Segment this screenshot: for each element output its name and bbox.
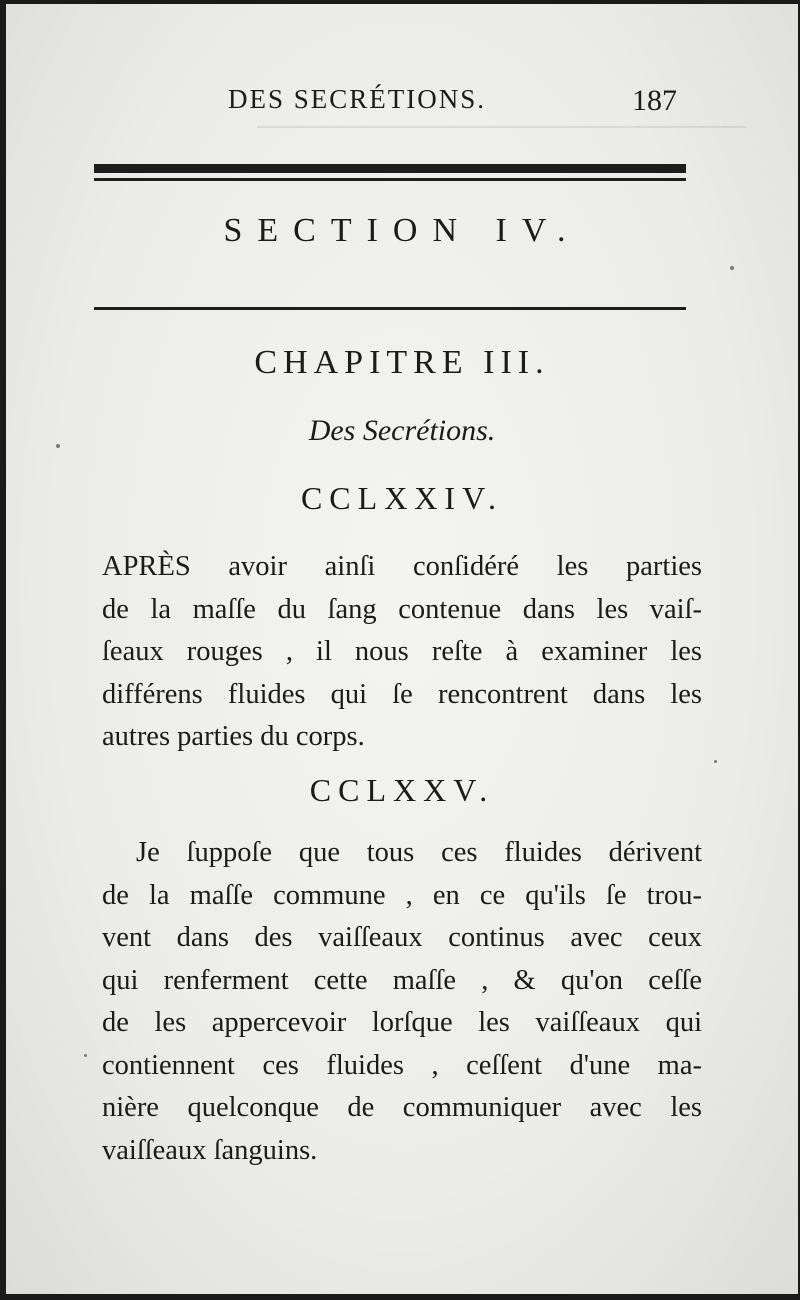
paper-speck bbox=[56, 444, 60, 448]
paragraph-body bbox=[102, 546, 702, 759]
paper-speck bbox=[714, 760, 717, 763]
running-head-title: DES SECRÉTIONS. bbox=[228, 84, 487, 114]
running-head bbox=[6, 84, 798, 124]
text-line: différens fluides qui ſe rencontrent dans les bbox=[102, 678, 702, 710]
chapter-title: CHAPITRE III. bbox=[254, 344, 550, 381]
text-line: de la maſſe commune , en ce qu'ils ſe trou- bbox=[102, 879, 702, 911]
text-line: de les appercevoir lorſque les vaiſſeaux qui bbox=[102, 1007, 702, 1038]
paper-speck bbox=[84, 1054, 87, 1057]
section-rule bbox=[94, 307, 686, 310]
text-line: de la maſſe du ſang contenue dans les vaiſ- bbox=[102, 593, 702, 625]
page-number: 187 bbox=[632, 84, 677, 117]
text-line: vaiſſeaux ſanguins. bbox=[102, 1134, 318, 1166]
text-line: APRÈS avoir ainſi conſidéré les parties bbox=[102, 551, 702, 582]
text-line: ſeaux rouges , il nous reſte à examiner les bbox=[102, 636, 702, 667]
chapter-subtitle: Des Secrétions. bbox=[308, 414, 496, 447]
book-page bbox=[6, 4, 798, 1294]
text-line: nière quelconque de communiquer avec les bbox=[102, 1092, 702, 1123]
paragraph-number: CCLXXIV. bbox=[300, 480, 504, 516]
ornamental-rule-thick bbox=[94, 164, 686, 173]
text-line: autres parties du corps. bbox=[102, 721, 365, 752]
ornamental-rule-thin bbox=[94, 178, 686, 181]
paragraph-body bbox=[102, 832, 702, 1172]
section-title: SECTION IV. bbox=[223, 212, 581, 249]
show-through-texture: ─────────────────────── bbox=[257, 110, 746, 143]
paper-speck bbox=[730, 266, 734, 270]
text-line: Je ſuppoſe que tous ces fluides dérivent bbox=[136, 837, 702, 868]
text-line: contiennent ces fluides , ceſſent d'une ma- bbox=[102, 1049, 702, 1081]
text-line: qui renferment cette maſſe , & qu'on ceſſe bbox=[102, 964, 702, 996]
text-line: vent dans des vaiſſeaux continus avec ceux bbox=[102, 922, 702, 953]
paragraph-number: CCLXXV. bbox=[309, 772, 495, 808]
